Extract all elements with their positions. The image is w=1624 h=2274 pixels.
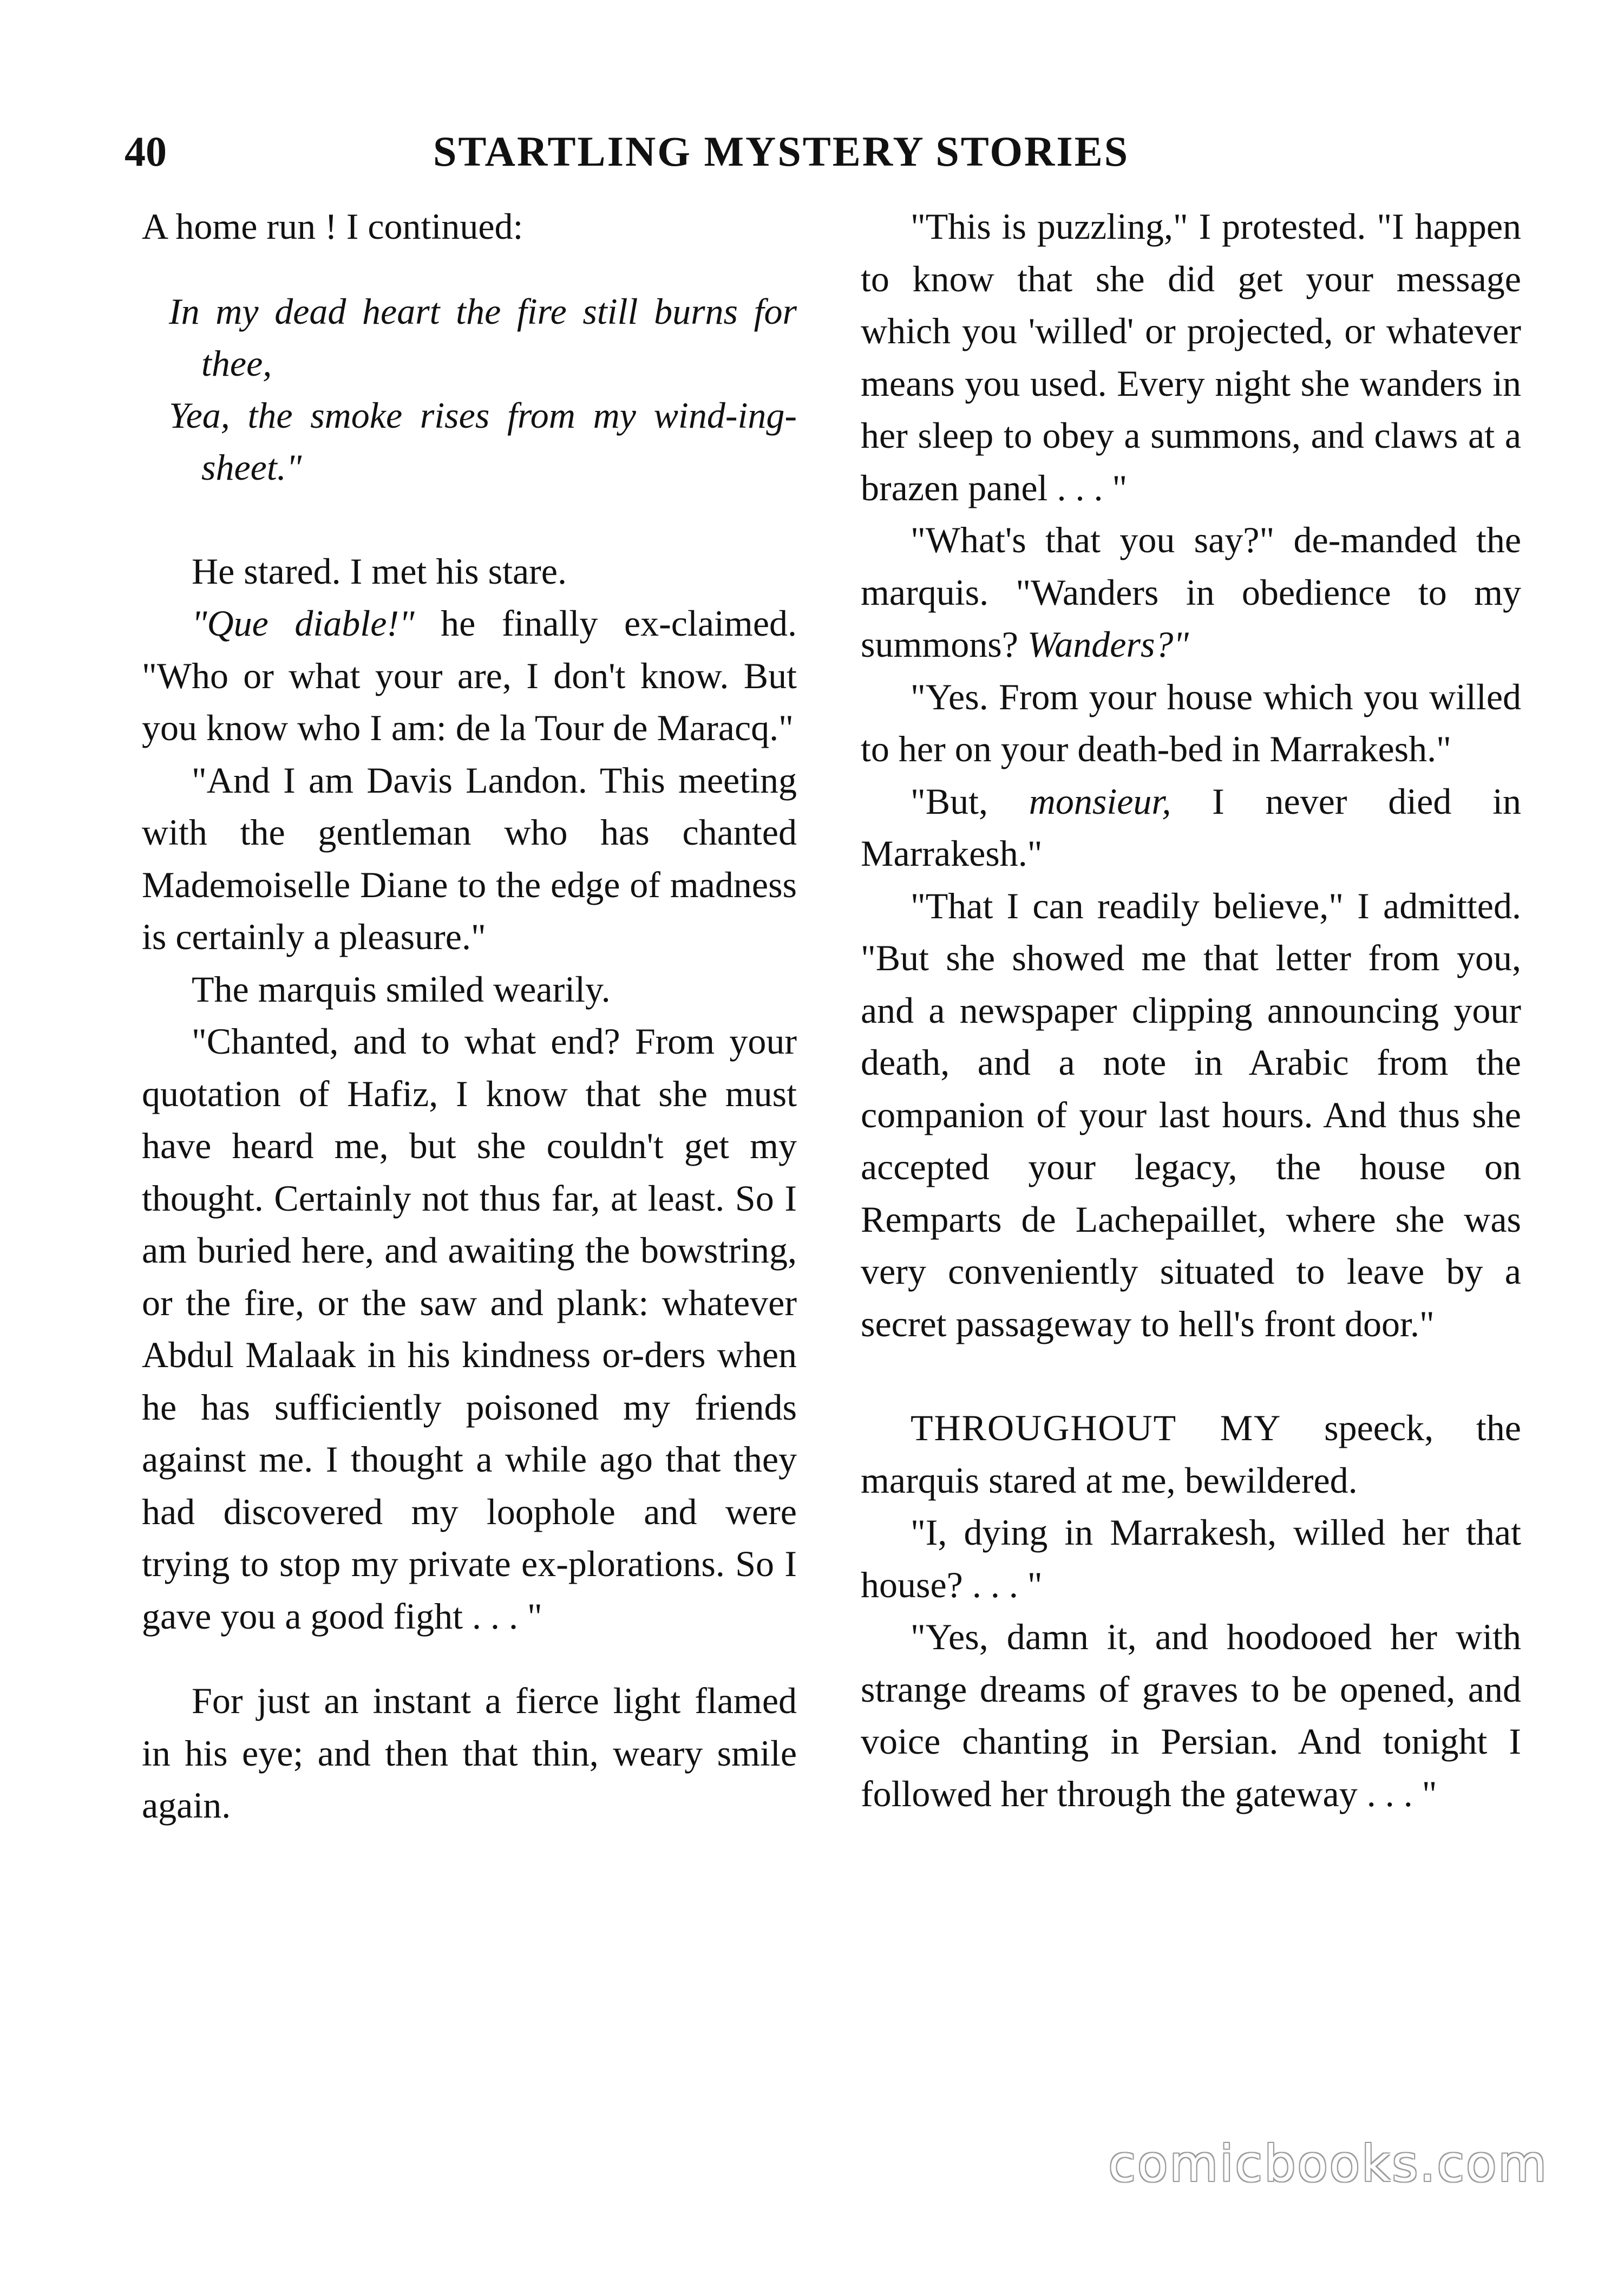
paragraph: A home run ! I continued:	[142, 206, 523, 247]
paragraph-text: I never died in Marrakesh."	[861, 780, 1521, 874]
paragraph	[861, 775, 1521, 880]
paragraph-text: speeck, the marquis stared at me, bewildered.	[861, 1407, 1521, 1501]
paragraph-text: "What's that you say?" de-manded the marquis. "Wanders in obedience to my summons?	[861, 519, 1521, 665]
page-header	[125, 127, 1510, 187]
italic-word: Wanders?"	[1027, 624, 1189, 665]
paragraph: The marquis smiled wearily.	[192, 968, 611, 1010]
section-opening-caps: THROUGHOUT MY	[911, 1407, 1282, 1448]
running-title: STARTLING MYSTERY STORIES	[433, 128, 1130, 175]
paragraph	[861, 1402, 1521, 1506]
paragraph: He stared. I met his stare.	[192, 550, 567, 592]
paragraph: "That I can readily believe," I admitted. "But she showed me that letter from you, and a newspaper clipping announcing your death, and a note in Arabic from the companion of your last hours. And thus she accepted your legacy, the house on Remparts de Lachepaillet, where she was very conveniently situated to leave by a secret passageway to hell's front door."	[861, 885, 1521, 1344]
left-column	[142, 200, 797, 1832]
right-column	[861, 200, 1521, 1820]
paragraph: "I, dying in Marrakesh, willed her that house? . . . "	[861, 1512, 1521, 1605]
paragraph	[861, 514, 1521, 671]
verse-line: In my dead heart the fire still burns for thee,	[169, 290, 797, 384]
paragraph: "This is puzzling," I protested. "I happen to know that she did get your message which you 'willed' or projected, or whatever means you used. Every night she wanders in her sleep to obey a summons, and claws at a brazen panel . . . "	[861, 206, 1521, 508]
watermark: comicbooks.com	[1108, 2135, 1548, 2193]
paragraph: "Yes, damn it, and hoodooed her with strange dreams of graves to be opened, and voice chanting in Persian. And tonight I followed her through the gateway . . . "	[861, 1616, 1521, 1814]
paragraph-text: "But,	[911, 780, 1029, 822]
verse-line: Yea, the smoke rises from my wind-ing-sheet."	[169, 394, 797, 488]
italic-exclamation: "Que diable!"	[192, 603, 415, 644]
paragraph: "Yes. From your house which you willed to her on your death-bed in Marrakesh."	[861, 676, 1521, 769]
paragraph: For just an instant a fierce light flamed in his eye; and then that thin, weary smile again.	[142, 1680, 797, 1826]
paragraph: "Chanted, and to what end? From your quotation of Hafiz, I know that she must have heard me, but she couldn't get my thought. Certainly not thus far, at least. So I am buried here, and awaiting the bowstring, or the fire, or the saw and plank: whatever Abdul Malaak in his kindness or-ders when he has sufficiently poisoned my friends against me. I thought a while ago that they had discovered my loophole and were trying to stop my private ex-plorations. So I gave you a good fight . . . "	[142, 1021, 797, 1637]
verse-quote	[142, 285, 797, 493]
paragraph	[142, 597, 797, 754]
italic-word: monsieur,	[1029, 780, 1171, 822]
paragraph-text: he finally ex-claimed. "Who or what your are, I don't know. But you know who I am: de la Tour de Maracq."	[142, 603, 797, 748]
paragraph: "And I am Davis Landon. This meeting with the gentleman who has chanted Mademoiselle Diane to the edge of madness is certainly a pleasure."	[142, 759, 797, 957]
page-number: 40	[125, 128, 167, 175]
